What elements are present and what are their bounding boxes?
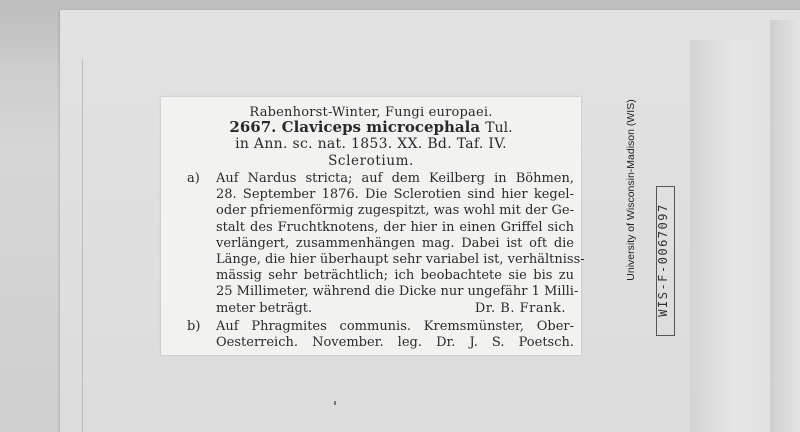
literature-citation: in Ann. sc. nat. 1853. XX. Bd. Taf. IV. — [235, 136, 507, 152]
entry-text — [216, 171, 585, 317]
entry-marker: b) — [187, 319, 201, 334]
entry-marker: a) — [187, 171, 200, 186]
entry-text — [216, 319, 574, 351]
entry-line: Oesterreich. November. leg. Dr. J. S. Poetsch. — [216, 335, 574, 351]
exsiccata-number: 2667. — [229, 118, 277, 136]
exsiccata-label — [161, 97, 585, 355]
entry-line: oder pfriemenförmig zugespitzt, was wohl mit der Ge- — [216, 203, 574, 219]
entry-line: Auf Nardus stricta; auf dem Keilberg in Böhmen, — [216, 171, 574, 186]
taxon-heading — [161, 119, 581, 137]
packet-edge — [770, 20, 800, 432]
entry-line: 25 Millimeter, während die Dicke nur ungefähr 1 Milli- — [216, 284, 579, 300]
packet-fold-line — [82, 60, 83, 432]
institution-stamp: University of Wisconsin-Madison (WIS) — [625, 99, 637, 281]
entry-line: Auf Phragmites communis. Kremsmünster, Ober- — [216, 319, 574, 334]
scan-mark — [334, 401, 336, 405]
entry-line: verlängert, zusammenhängen mag. Dabei ist oft die — [216, 235, 574, 251]
entry-line: Länge, die hier überhaupt sehr variabel ist, verhältniss- — [216, 252, 585, 268]
stage-heading: Sclerotium. — [328, 153, 414, 169]
collector-signature: Dr. B. Frank. — [474, 300, 566, 316]
entry-last-line — [216, 301, 574, 317]
species-author: Tul. — [485, 120, 513, 136]
species-name: Claviceps microcephala — [281, 118, 481, 136]
series-title: Rabenhorst-Winter, Fungi europaei. — [249, 105, 493, 120]
specimen-barcode-id: WIS-F-0067097 — [656, 203, 670, 317]
entry-line: 28. September 1876. Die Sclerotien sind hier kegel- — [216, 187, 574, 203]
entry-line: meter beträgt. — [216, 300, 313, 316]
entry-line: stalt des Fruchtknotens, der hier in einen Griffel sich — [216, 219, 574, 235]
entry-line: mässig sehr beträchtlich; ich beobachtete sie bis zu — [216, 268, 574, 284]
